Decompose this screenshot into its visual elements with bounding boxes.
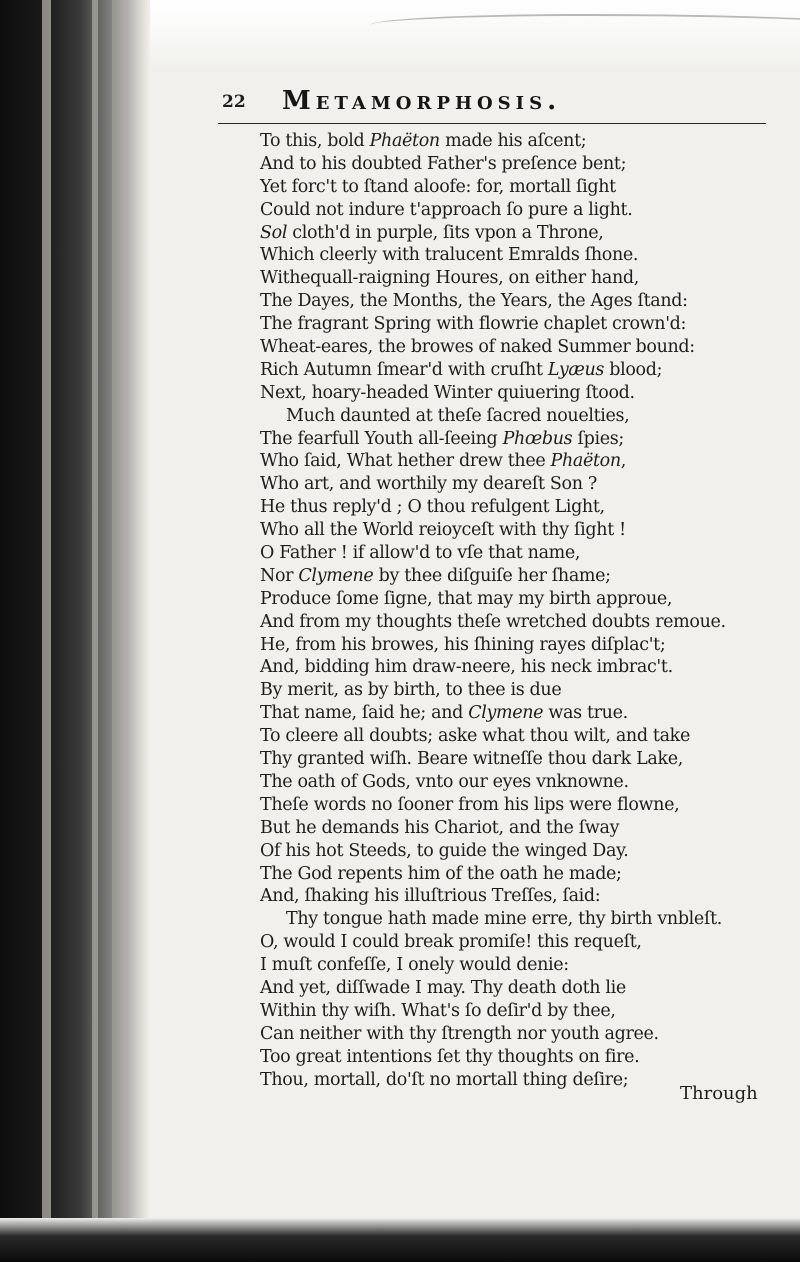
- verse-line: [260, 840, 800, 863]
- verse-line: [260, 565, 800, 588]
- gutter-highlight: [42, 0, 51, 1262]
- verse-line: [260, 931, 800, 954]
- verse-line: [260, 611, 800, 634]
- header-rule: [218, 123, 766, 124]
- verse-line: [260, 519, 800, 542]
- verse-line: [260, 817, 800, 840]
- verse-text: Wheat-eares, the browes of naked Summer bound:: [260, 337, 695, 358]
- verse-text: Theſe words no ſooner from his lips were flowne,: [260, 794, 680, 815]
- verse-text: made his aſcent;: [439, 131, 587, 151]
- verse-line: [260, 794, 800, 817]
- verse-text: But he demands his Chariot, and the ſway: [260, 817, 620, 838]
- verse-text: Who art, and worthily my deareſt Son ?: [260, 474, 597, 495]
- verse-line: [260, 702, 800, 725]
- verse-line: [260, 450, 800, 473]
- verse-line: [260, 908, 800, 931]
- verse-line: [260, 359, 800, 382]
- verse-line: [260, 382, 800, 405]
- verse-line: [260, 954, 800, 977]
- verse-text: Thy granted wiſh. Beare witneſſe thou dark Lake,: [260, 749, 683, 770]
- verse-line: [260, 244, 800, 267]
- verse-text: Could not indure t'approach ſo pure a light.: [260, 199, 633, 220]
- verse-text: Much daunted at theſe ſacred nouelties,: [286, 405, 630, 426]
- verse-text: was true.: [543, 703, 628, 724]
- verse-line: [260, 1046, 800, 1069]
- verse-line: [260, 542, 800, 565]
- gutter-highlight: [92, 0, 98, 1262]
- italic-name: Lyæus: [547, 359, 605, 380]
- italic-name: Phaëton: [550, 451, 621, 472]
- verse-text: Of his hot Steeds, to guide the winged Day.: [260, 840, 629, 861]
- verse-text: Nor: [260, 565, 299, 586]
- verse-line: [260, 222, 800, 245]
- verse-text: ,: [620, 451, 626, 472]
- italic-name: Phœbus: [502, 428, 573, 449]
- verse-text: Thy tongue hath made mine erre, thy birth vnbleſt.: [286, 909, 722, 930]
- page-top-edge: [150, 0, 800, 70]
- verse-text: And, bidding him draw-neere, his neck imbrac't.: [260, 657, 673, 678]
- verse-text: Withequall-raigning Houres, on either hand,: [260, 268, 639, 289]
- verse-line: [260, 130, 800, 153]
- verse-line: [260, 153, 800, 176]
- catchword: Through: [680, 1083, 758, 1104]
- verse-line: [260, 634, 800, 657]
- verse-line: [260, 588, 800, 611]
- verse-text: Produce ſome ſigne, that may my birth approue,: [260, 588, 673, 609]
- italic-name: Phaëton: [369, 131, 440, 151]
- page-number: 22: [222, 92, 246, 112]
- verse-text: By merit, as by birth, to thee is due: [260, 680, 562, 701]
- verse-line: [260, 267, 800, 290]
- verse-text: Which cleerly with tralucent Emralds ſhone.: [260, 245, 639, 266]
- verse-line: [260, 725, 800, 748]
- verse-text: And, ſhaking his illuſtrious Treſſes, ſaid:: [260, 886, 601, 907]
- verse-text: That name, ſaid he; and: [260, 703, 469, 724]
- torn-edge-mark: [370, 14, 800, 42]
- italic-name: Clymene: [468, 703, 544, 724]
- verse-text: cloth'd in purple, ſits vpon a Throne,: [287, 222, 604, 243]
- verse-text: ſpies;: [572, 428, 624, 449]
- verse-text: To cleere all doubts; aske what thou wilt, and take: [260, 726, 690, 747]
- binding-gutter: [0, 0, 150, 1262]
- page-bottom-edge: [0, 1218, 800, 1262]
- verse-line: [260, 656, 800, 679]
- verse-text: And from my thoughts theſe wretched doubts remoue.: [260, 611, 726, 632]
- running-header: [222, 86, 762, 120]
- verse-line: [260, 290, 800, 313]
- verse-text: To this, bold: [260, 131, 370, 151]
- verse-text: Thou, mortall, do'ſt no mortall thing deſire;: [260, 1069, 629, 1090]
- verse-line: [260, 771, 800, 794]
- verse-text: Yet forc't to ſtand aloofe: for, mortall ſight: [260, 176, 616, 197]
- verse-text: by thee diſguiſe her ſhame;: [373, 565, 611, 586]
- verse-text: He, from his browes, his ſhining rayes diſplac't;: [260, 634, 666, 655]
- verse-text: Can neither with thy ſtrength nor youth agree.: [260, 1023, 659, 1044]
- verse-block: [260, 130, 800, 1091]
- verse-text: Next, hoary-headed Winter quiuering ſtood.: [260, 382, 635, 403]
- verse-line: [260, 1023, 800, 1046]
- verse-line: [260, 313, 800, 336]
- verse-line: [260, 428, 800, 451]
- verse-text: O, would I could break promiſe! this requeſt,: [260, 932, 642, 953]
- verse-text: Within thy wiſh. What's ſo deſir'd by thee,: [260, 1000, 616, 1021]
- italic-name: Clymene: [298, 565, 374, 586]
- verse-line: [260, 679, 800, 702]
- verse-line: [260, 977, 800, 1000]
- verse-line: [260, 496, 800, 519]
- verse-line: [260, 1000, 800, 1023]
- verse-line: [260, 199, 800, 222]
- verse-text: He thus reply'd ; O thou refulgent Light,: [260, 497, 605, 518]
- verse-text: And to his doubted Father's preſence bent;: [260, 153, 627, 174]
- verse-line: [260, 473, 800, 496]
- verse-text: And yet, diſſwade I may. Thy death doth lie: [260, 977, 626, 998]
- verse-text: Rich Autumn ſmear'd with cruſht: [260, 359, 548, 380]
- verse-text: The Dayes, the Months, the Years, the Ages ſtand:: [260, 291, 688, 312]
- verse-text: The oath of Gods, vnto our eyes vnknowne.: [260, 771, 629, 792]
- gutter-highlight: [112, 0, 126, 1262]
- verse-text: Too great intentions ſet thy thoughts on fire.: [260, 1046, 640, 1067]
- verse-text: The fragrant Spring with flowrie chaplet crown'd:: [260, 314, 687, 335]
- verse-text: Who ſaid, What hether drew thee: [260, 451, 551, 472]
- verse-text: I muſt confeſſe, I onely would denie:: [260, 955, 569, 976]
- verse-line: [260, 405, 800, 428]
- verse-line: [260, 336, 800, 359]
- verse-text: The God repents him of the oath he made;: [260, 863, 622, 884]
- verse-text: blood;: [604, 359, 663, 380]
- verse-line: [260, 176, 800, 199]
- verse-text: The fearfull Youth all-ſeeing: [260, 428, 503, 449]
- running-title: Metamorphosis.: [282, 86, 562, 116]
- verse-line: [260, 748, 800, 771]
- verse-line: [260, 863, 800, 886]
- verse-text: O Father ! if allow'd to vſe that name,: [260, 543, 581, 564]
- verse-text: Who all the World reioyceſt with thy ſight !: [260, 520, 626, 541]
- italic-name: Sol: [260, 222, 288, 243]
- verse-line: [260, 885, 800, 908]
